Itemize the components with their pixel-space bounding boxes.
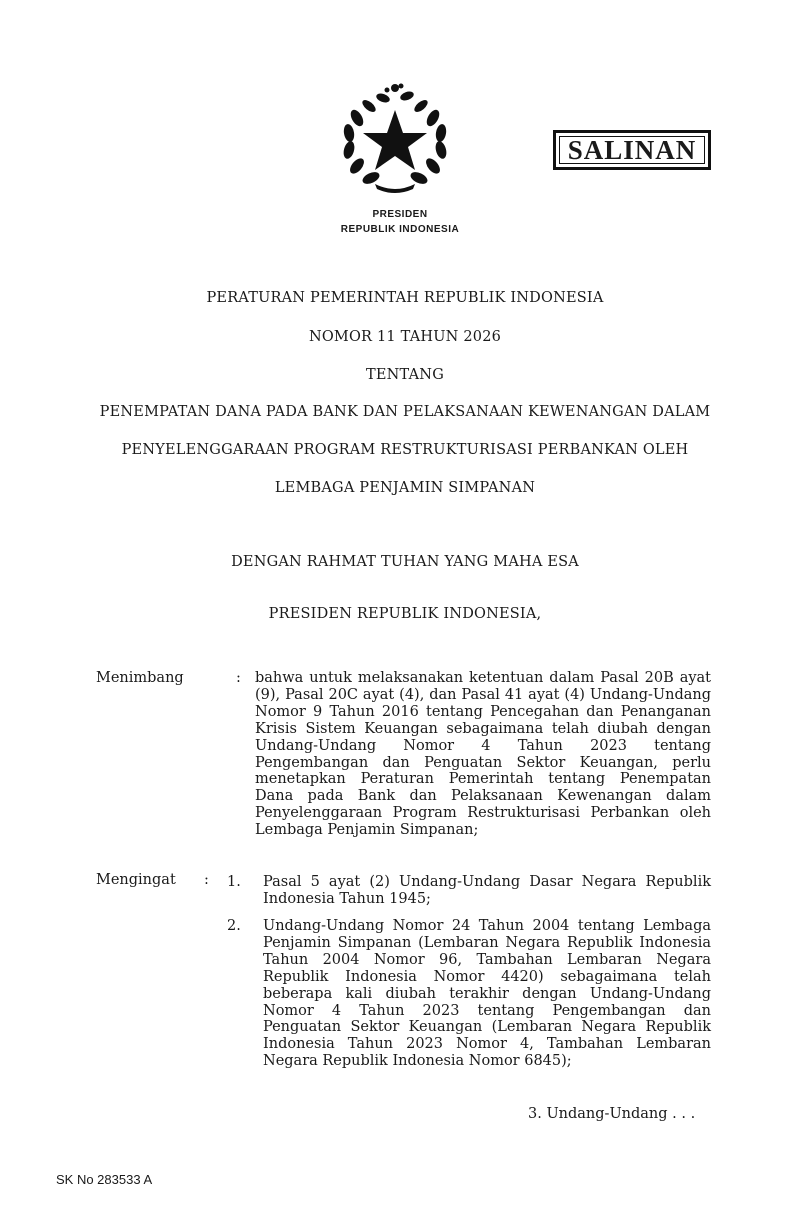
regulation-title: PERATURAN PEMERINTAH REPUBLIK INDONESIA bbox=[206, 290, 604, 306]
mengingat-item-1-text: Pasal 5 ayat (2) Undang-Undang Dasar Negara Republik Indonesia Tahun 1945; bbox=[263, 874, 711, 907]
blessing-line: DENGAN RAHMAT TUHAN YANG MAHA ESA bbox=[231, 554, 579, 570]
salinan-label: SALINAN bbox=[567, 134, 697, 165]
next-page-reference: 3. Undang-Undang . . . bbox=[528, 1106, 696, 1122]
header-republik: REPUBLIK INDONESIA bbox=[340, 224, 460, 235]
document-serial-number: SK No 283533 A bbox=[56, 1172, 153, 1187]
mengingat-item-1-number: 1. bbox=[227, 874, 241, 890]
regulation-number: NOMOR 11 TAHUN 2026 bbox=[308, 329, 502, 345]
garuda-star-emblem-icon bbox=[335, 78, 455, 196]
subject-line-1: PENEMPATAN DANA PADA BANK DAN PELAKSANAAN KEWENANGAN DALAM bbox=[99, 404, 711, 420]
mengingat-colon: : bbox=[204, 872, 209, 888]
salinan-stamp bbox=[553, 130, 711, 170]
menimbang-text: bahwa untuk melaksanakan ketentuan dalam Pasal 20B ayat (9), Pasal 20C ayat (4), dan Pasal 41 ayat (4) Undang-Undang Nomor 9 Tahun 2016 tentang Pencegahan dan Penanganan Krisis Sistem Keuangan sebagaimana telah diubah dengan Undang-Undang Nomor 4 Tahun 2023 tentang Pengembangan dan Penguatan Sektor Keuangan, perlu menetapkan Peraturan Pemerintah tentang Penempatan Dana pada Bank dan Pelaksanaan Kewenangan dalam Penyelenggaraan Program Restrukturisasi Perbankan oleh Lembaga Penjamin Simpanan; bbox=[255, 670, 711, 839]
subject-line-2: PENYELENGGARAAN PROGRAM RESTRUKTURISASI PERBANKAN OLEH bbox=[121, 442, 689, 458]
president-line: PRESIDEN REPUBLIK INDONESIA, bbox=[268, 606, 542, 622]
mengingat-item-2-text: Undang-Undang Nomor 24 Tahun 2004 tentang Lembaga Penjamin Simpanan (Lembaran Negara Republik Indonesia Tahun 2004 Nomor 96, Tambahan Lembaran Negara Republik Indonesia Nomor 4420) sebagaimana telah beberapa kali diubah terakhir dengan Undang-Undang Nomor 4 Tahun 2023 tentang Pengembangan dan Penguatan Sektor Keuangan (Lembaran Negara Republik Indonesia Tahun 2023 Nomor 4, Tambahan Lembaran Negara Republik Indonesia Nomor 6845); bbox=[263, 918, 711, 1070]
menimbang-colon: : bbox=[236, 670, 241, 686]
header-presiden: PRESIDEN bbox=[372, 209, 428, 220]
menimbang-label: Menimbang bbox=[96, 670, 184, 686]
mengingat-label: Mengingat bbox=[96, 872, 176, 888]
regulation-about: TENTANG bbox=[366, 367, 444, 383]
subject-line-3: LEMBAGA PENJAMIN SIMPANAN bbox=[274, 480, 536, 496]
mengingat-item-2-number: 2. bbox=[227, 918, 241, 934]
